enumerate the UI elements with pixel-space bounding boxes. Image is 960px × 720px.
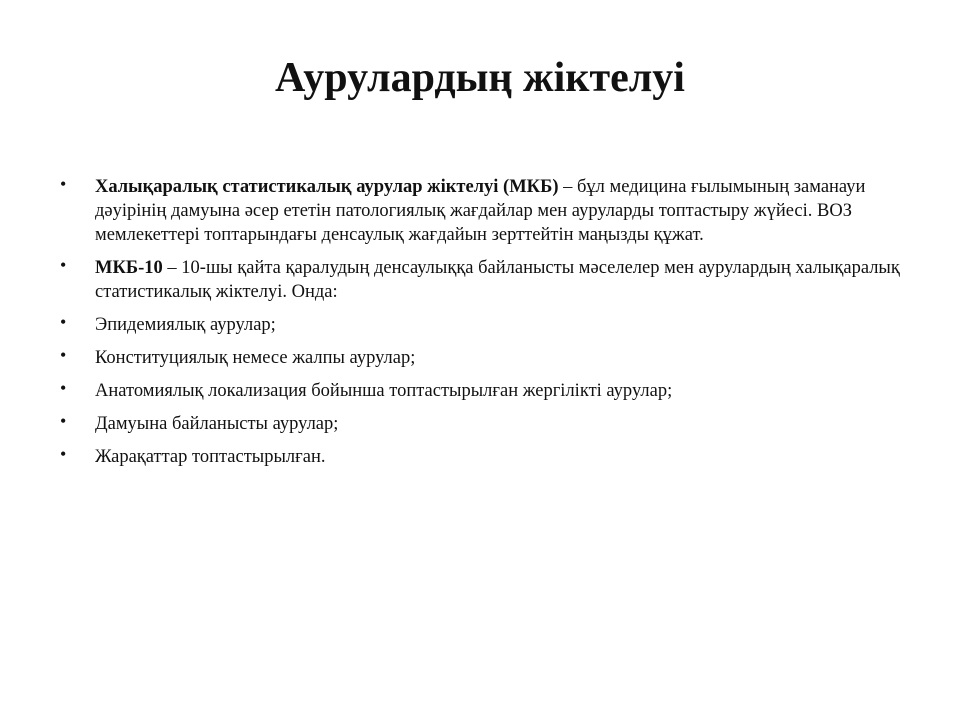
bullet-text: Эпидемиялық аурулар; (95, 315, 276, 335)
bullet-text: – бұл медицина ғылымының заманауи дәуірінің дамуына әсер ететін патологиялық жағдайлар мен ауруларды топтастыру жүйесі. ВОЗ мемлекеттері топтарындағы денсаулық жағдайын зерттейтін маңызды құжат. (95, 177, 866, 245)
bullet-icon: • (60, 411, 67, 431)
list-item (60, 346, 900, 370)
bullet-icon: • (60, 255, 67, 275)
list-item (60, 412, 900, 436)
bullet-icon: • (60, 444, 67, 464)
list-item (60, 175, 900, 247)
bullet-icon: • (60, 345, 67, 365)
bullet-list (60, 175, 900, 478)
bullet-text: Конституциялық немесе жалпы аурулар; (95, 348, 416, 368)
bullet-text: Дамуына байланысты аурулар; (95, 414, 339, 434)
bullet-text: – 10-шы қайта қаралудың денсаулыққа байланысты мәселелер мен аурулардың халықаралық статистикалық жіктелуі. Онда: (95, 258, 900, 302)
list-item (60, 379, 900, 403)
bullet-icon: • (60, 378, 67, 398)
list-item (60, 445, 900, 469)
bullet-term: Халықаралық статистикалық аурулар жіктелуі (МКБ) (95, 177, 559, 197)
list-item (60, 256, 900, 304)
slide-title: Аурулардың жіктелуі (275, 55, 685, 101)
bullet-text: Анатомиялық локализация бойынша топтастырылған жергілікті аурулар; (95, 381, 673, 401)
list-item (60, 313, 900, 337)
bullet-text: Жарақаттар топтастырылған. (95, 447, 326, 467)
bullet-icon: • (60, 174, 67, 194)
bullet-icon: • (60, 312, 67, 332)
bullet-term: МКБ-10 (95, 258, 163, 278)
